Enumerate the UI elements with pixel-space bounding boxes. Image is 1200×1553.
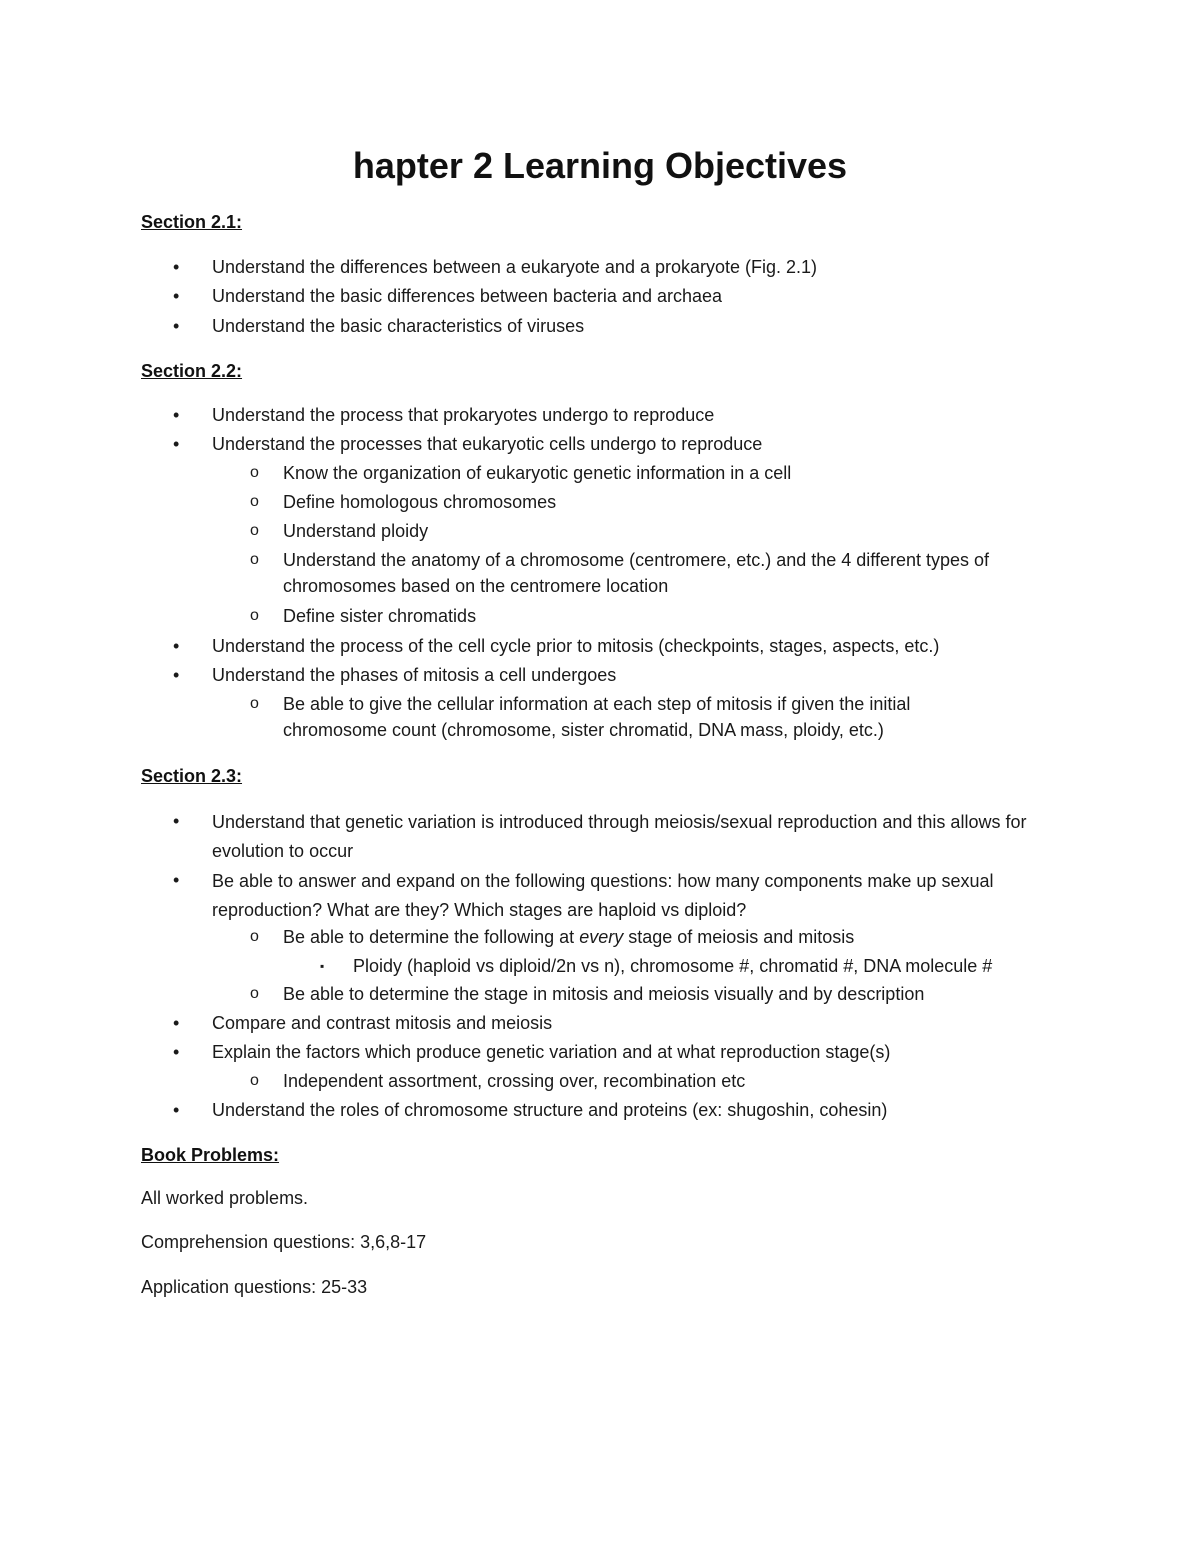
- book-problems-heading: Book Problems:: [141, 1145, 280, 1165]
- sub-bullet-icon: o: [250, 695, 259, 712]
- sub-list-item: Know the organization of eukaryotic genetic information in a cell: [283, 463, 792, 483]
- book-line: Application questions: 25-33: [141, 1277, 368, 1297]
- list-item: Explain the factors which produce genetic variation and at what reproduction stage(s): [212, 1042, 891, 1062]
- list-item: Understand that genetic variation is introduced through meiosis/sexual reproduction and this allows for evolution to occur: [212, 812, 1027, 861]
- sub-list-item-text: Be able to determine the following at: [283, 927, 580, 947]
- sub-list-item-text: stage of meiosis and mitosis: [623, 927, 855, 947]
- list-item: Be able to answer and expand on the following questions: how many components make up sexual reproduction? What are they? Which stages are haploid vs diploid?: [212, 871, 994, 920]
- sub-bullet-icon: o: [250, 985, 259, 1002]
- sub-list-item: Be able to determine the stage in mitosis and meiosis visually and by description: [283, 984, 925, 1004]
- page-title: hapter 2 Learning Objectives: [352, 145, 848, 186]
- section-2-1-heading: Section 2.1:: [141, 212, 243, 232]
- list-item: Understand the basic differences between bacteria and archaea: [212, 286, 723, 306]
- sub-bullet-icon: o: [250, 493, 259, 510]
- bullet-icon: •: [173, 286, 180, 306]
- bullet-icon: •: [173, 1013, 180, 1033]
- list-item: Compare and contrast mitosis and meiosis: [212, 1013, 553, 1033]
- sub-list-item: Define homologous chromosomes: [283, 492, 557, 512]
- bullet-icon: •: [173, 1100, 180, 1120]
- sub-list-item: Independent assortment, crossing over, recombination etc: [283, 1071, 746, 1091]
- bullet-icon: •: [173, 636, 180, 656]
- list-item: Understand the roles of chromosome structure and proteins (ex: shugoshin, cohesin): [212, 1100, 888, 1120]
- list-item: Understand the process of the cell cycle prior to mitosis (checkpoints, stages, aspects, etc.): [212, 636, 940, 656]
- book-line: Comprehension questions: 3,6,8-17: [141, 1232, 427, 1252]
- bullet-icon: •: [173, 665, 180, 685]
- bullet-icon: •: [173, 316, 180, 336]
- sub-bullet-icon: o: [250, 464, 259, 481]
- section-2-2-heading: Section 2.2:: [141, 361, 243, 381]
- bullet-icon: •: [173, 434, 180, 454]
- sub-list-item: [283, 924, 854, 950]
- list-item: Understand the process that prokaryotes undergo to reproduce: [212, 405, 715, 425]
- list-item: Understand the basic characteristics of viruses: [212, 316, 585, 336]
- bullet-icon: •: [173, 811, 180, 831]
- bullet-icon: •: [173, 870, 180, 890]
- sub-bullet-icon: o: [250, 1072, 259, 1089]
- list-item: Understand the processes that eukaryotic cells undergo to reproduce: [212, 434, 763, 454]
- sub-bullet-icon: o: [250, 928, 259, 945]
- sub-bullet-icon: o: [250, 551, 259, 568]
- sub-bullet-icon: o: [250, 522, 259, 539]
- sub-list-item: Define sister chromatids: [283, 606, 477, 626]
- sub-list-item: Understand the anatomy of a chromosome (centromere, etc.) and the 4 different types of chromosomes based on the centromere location: [283, 550, 990, 596]
- list-item: Understand the differences between a eukaryote and a prokaryote (Fig. 2.1): [212, 257, 818, 277]
- emphasis-text: every: [579, 927, 624, 947]
- sub-sub-list-item: Ploidy (haploid vs diploid/2n vs n), chromosome #, chromatid #, DNA molecule #: [353, 956, 993, 976]
- square-bullet-icon: ▪: [320, 959, 325, 973]
- bullet-icon: •: [173, 1042, 180, 1062]
- sub-list-item: Be able to give the cellular information at each step of mitosis if given the initial chromosome count (chromosome, sister chromatid, DNA mass, ploidy, etc.): [283, 694, 911, 740]
- list-item: Understand the phases of mitosis a cell undergoes: [212, 665, 617, 685]
- book-line: All worked problems.: [141, 1188, 309, 1208]
- section-2-3-heading: Section 2.3:: [141, 766, 243, 786]
- bullet-icon: •: [173, 257, 180, 277]
- bullet-icon: •: [173, 405, 180, 425]
- sub-list-item: Understand ploidy: [283, 521, 429, 541]
- sub-bullet-icon: o: [250, 607, 259, 624]
